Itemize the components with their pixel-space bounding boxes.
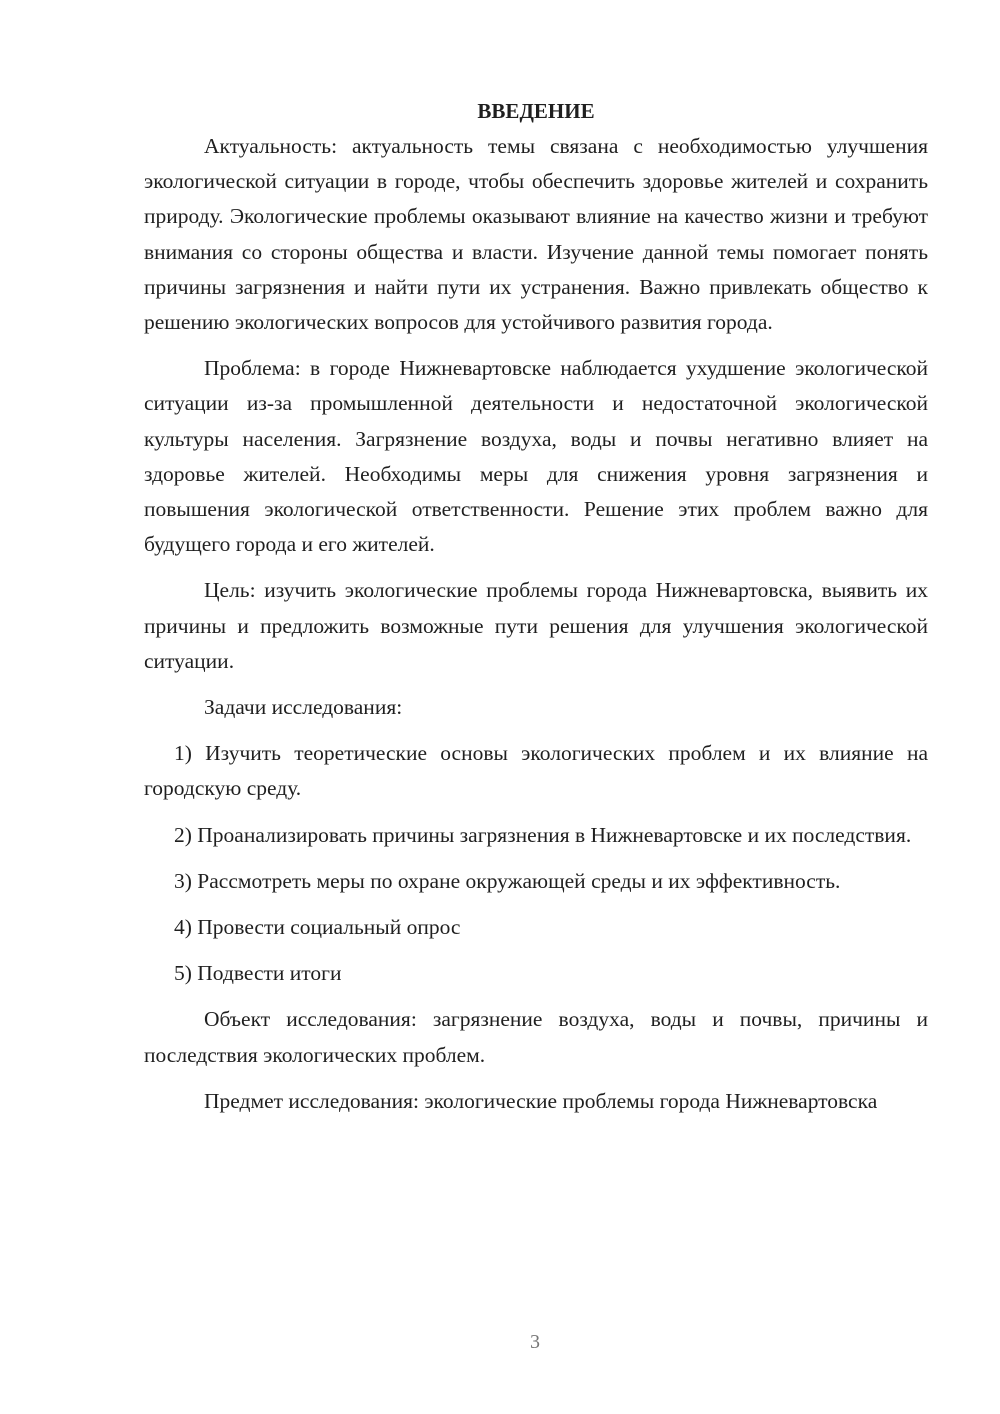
tasks-heading: Задачи исследования: (204, 695, 403, 720)
page-number: 3 (530, 1331, 540, 1353)
problem-paragraph: Проблема: в городе Нижневартовске наблюдается ухудшение экологической ситуации из-за промышленной деятельности и недостаточной экологической культуры населения. Загрязнение воздуха, воды и почвы негативно влияет на здоровье жителей. Необходимы меры для снижения уровня загрязнения и повышения экологической ответственности. Решение этих проблем важно для будущего города и его жителей. (144, 356, 928, 557)
relevance-paragraph: Актуальность: актуальность темы связана с необходимостью улучшения экологической ситуации в городе, чтобы обеспечить здоровье жителей и сохранить природу. Экологические проблемы оказывают влияние на качество жизни и требуют внимания со стороны общества и власти. Изучение данной темы помогает понять причины загрязнения и найти пути их устранения. Важно привлекать общество к решению экологических вопросов для устойчивого развития города. (144, 134, 928, 335)
subject-paragraph: Предмет исследования: экологические проблемы города Нижневартовска (204, 1088, 878, 1113)
task-item: 2) Проанализировать причины загрязнения в Нижневартовске и их последствия. (174, 822, 912, 847)
task-item: 4) Провести социальный опрос (174, 915, 461, 940)
task-item: 3) Рассмотреть меры по охране окружающей среды и их эффективность. (174, 868, 841, 893)
task-item: 1) Изучить теоретические основы экологических проблем и их влияние на городскую среду. (144, 741, 928, 801)
document-page (144, 96, 928, 1130)
task-item: 5) Подвести итоги (174, 961, 342, 986)
goal-paragraph: Цель: изучить экологические проблемы города Нижневартовска, выявить их причины и предложить возможные пути решения для улучшения экологической ситуации. (144, 578, 928, 673)
section-title: ВВЕДЕНИЕ (477, 99, 595, 123)
object-paragraph: Объект исследования: загрязнение воздуха, воды и почвы, причины и последствия экологических проблем. (144, 1007, 928, 1067)
